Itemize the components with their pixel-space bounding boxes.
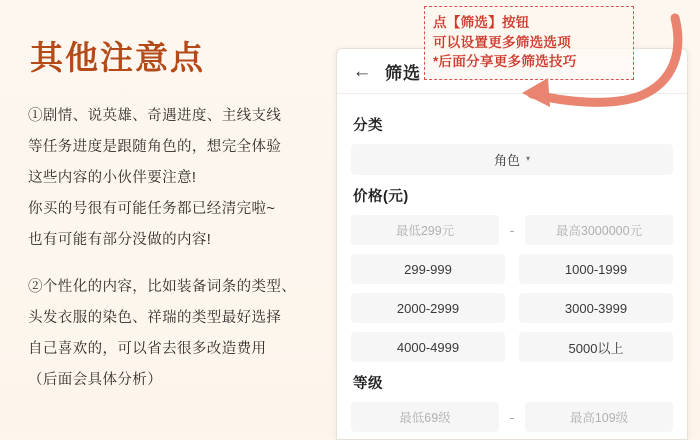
body-line: 等任务进度是跟随角色的，想完全体验 (28, 139, 282, 156)
body-line: 你买的号很有可能任务都已经清完啦~ (28, 201, 276, 218)
back-arrow-icon[interactable]: ← (352, 60, 372, 82)
annotation-callout (424, 6, 634, 80)
price-chip[interactable]: 5000以上 (519, 332, 673, 362)
annotation-line: *后面分享更多筛选技巧 (433, 54, 577, 70)
level-max-input[interactable]: 最高109级 (525, 402, 673, 432)
category-select-value: 角色 (493, 153, 520, 168)
price-chip[interactable]: 299-999 (351, 254, 505, 284)
body-line: 头发衣服的染色、祥瑞的类型最好选择 (28, 309, 282, 326)
range-separator: - (509, 222, 515, 238)
page-title: 其他注意点 (30, 38, 205, 77)
price-chip[interactable]: 2000-2999 (351, 293, 505, 323)
annotation-line: 点【筛选】按钮 (433, 15, 530, 30)
body-line: （后面会具体分析） (28, 371, 163, 388)
filter-panel-title: 筛选 (385, 63, 421, 83)
body-line: ①剧情、说英雄、奇遇进度、主线支线 (28, 108, 282, 125)
price-chip-grid (351, 254, 673, 362)
body-line: 这些内容的小伙伴要注意! (28, 170, 197, 187)
filter-panel (336, 48, 688, 440)
section-label-price: 价格(元) (353, 189, 409, 205)
section-label-level: 等级 (353, 376, 383, 392)
body-line: 也有可能有部分没做的内容! (28, 232, 212, 249)
annotation-line: 可以设置更多筛选选项 (433, 34, 571, 50)
level-min-input[interactable]: 最低69级 (351, 402, 499, 432)
left-text-column (28, 40, 338, 399)
price-max-input[interactable]: 最高3000000元 (525, 215, 673, 245)
price-range-row (351, 215, 673, 245)
price-chip[interactable]: 3000-3999 (519, 293, 673, 323)
level-range-row (351, 402, 673, 432)
filter-panel-body (337, 94, 687, 432)
price-chip[interactable]: 1000-1999 (519, 254, 673, 284)
body-line: 自己喜欢的，可以省去很多改造费用 (28, 340, 267, 357)
category-select[interactable] (351, 144, 673, 175)
body-line: ②个性化的内容，比如装备词条的类型、 (28, 278, 297, 295)
price-min-input[interactable]: 最低299元 (351, 215, 499, 245)
chevron-down-icon: ▾ (526, 154, 531, 163)
range-separator: - (509, 409, 515, 425)
price-chip[interactable]: 4000-4999 (351, 332, 505, 362)
section-label-category: 分类 (353, 118, 383, 134)
